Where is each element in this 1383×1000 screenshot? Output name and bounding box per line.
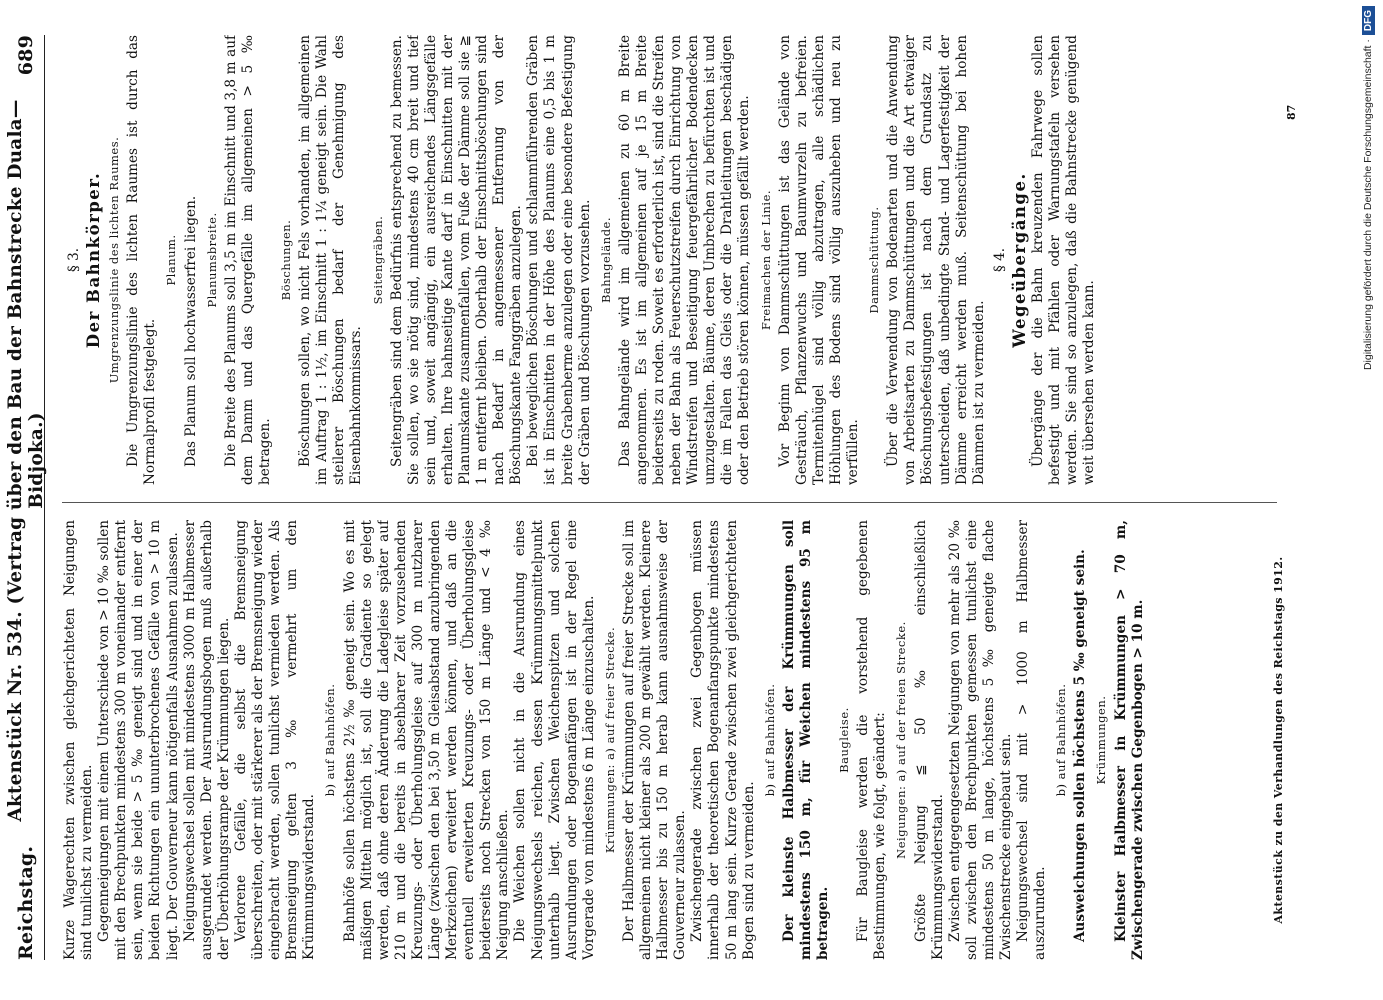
section-number: § 4. [991,247,1008,273]
subheading: Baugleise. [837,707,852,773]
paragraph: Neigungswechsel sind mit > 1000 m Halbmesser auszurunden. [1015,520,1049,960]
subheading: Umgrenzungslinie des lichten Raumes. [107,136,122,384]
digitization-credit [1355,6,1381,996]
paragraph: Übergänge der die Bahn kreuzenden Fahrwege sollen befestigt und mit Pfählen oder Warnungstafeln versehen werden. Sie sind so anzulegen, daß die Bahnstrecke genügend weit übersehen werden kann. [1029,35,1098,485]
paragraph: Das Planum soll hochwasserfrei liegen. [182,195,199,467]
dfg-logo: DFG [1362,6,1375,35]
subheading: Planumsbreite. [204,212,219,308]
paragraph: Der kleinste Halbmesser der Krümmungen soll mindestens 150 m, für Weichen mindestens 95 m betragen. [780,520,832,960]
paragraph: Bei beweglichen Böschungen und schlammführenden Gräben ist in Einschnitten in der Höhe des Planums eine 0,5 bis 1 m breite Grabenberme anzulegen oder eine besondere Befestigung der Gräben und Böschungen vorzusehen. [525,35,593,485]
subheading: b) auf Bahnhöfen. [1054,683,1069,797]
subheading: Krümmungen: a) auf freier Strecke. [602,626,617,854]
subheading: b) auf Bahnhöfen. [323,683,338,797]
paragraph: Vor Beginn von Dammschüttungen ist das Gelände von Gesträuch, Pflanzenwuchs und Baumwurzeln zu befreien. Termitenhügel sind völlig abzutragen, alle schädlichen Höhlungen des Bodens sind völlig auszuheben und neu zu verfüllen. [776,35,862,485]
paragraph: Die Umgrenzungslinie des lichten Raumes ist durch das Normalprofil festgelegt. [125,35,159,485]
paragraph: Zwischen entgegengesetzten Neigungen von mehr als 20 ‰ soll zwischen den Brechpunkten gemessen tunlichst eine mindestens 50 m lange, höchstens 5 ‰ geneigte flache Zwischenstrecke eingebaut sein. [946,520,1014,960]
section-title: Wegeübergänge. [1009,172,1029,348]
subheading: Dammschüttung. [867,206,882,314]
paragraph: Gegenneigungen mit einem Unterschiede von > 10 ‰ sollen mit den Brechpunkten mindestens 300 m voneinander entfernt sein, wenn sie beide > 5 ‰ geneigt sind und in einer der beiden Richtungen ein ununterbrochenes Gefälle von > 10 m liegt. Der Gouverneur kann nötigenfalls Ausnahmen zulassen. [96,520,181,960]
section-title: Der Bahnkörper. [84,171,104,349]
header-left: Reichstag. [15,845,37,960]
paragraph: Über die Verwendung von Bodenarten und die Anwendung von Arbeitsarten zu Dammschüttungen und die Art etwaiger Böschungsbefestigungen ist nach dem Grundsatz zu unterscheiden, daß unbedingte Stand- und Lagerfestigkeit der Dämme erreicht werden muß. Seitenschüttung bei hohen Dämmen ist zu vermeiden. [885,35,987,485]
subheading: Freimachen der Linie. [758,189,773,331]
paragraph: Für Baugleise werden die vorstehend gegebenen Bestimmungen, wie folgt, geändert: [855,520,889,960]
subheading: Böschungen. [279,219,294,301]
subheading: Planum. [164,234,179,286]
paragraph: Das Bahngelände wird im allgemeinen zu 60 m Breite angenommen. Es ist im allgemeinen auf je 15 m Breite beiderseits zu roden. Soweit es erforderlich ist, sind die Streifen neben der Bahn als Feuerschutzstreifen durch Einrichtung von Windstreifen und Beseitigung feuergefährlicher Bodendecken umzugestalten. Bäume, deren Umbrechen zu befürchten ist und die im Fallen das Gleis oder die Drahtleitungen beschädigen oder den Betrieb stören können, müssen gefällt werden. [616,35,753,485]
paragraph: Ausweichungen sollen höchstens 5 ‰ geneigt sein. [1072,549,1089,942]
paragraph: Neigungswechsel sollen mit mindestens 3000 m Halbmesser ausgerundet werden. Der Ausrundungsbogen muß außerhalb der Überhöhungsrampe der Krümmungen liegen. [181,520,232,960]
paragraph: Der Halbmesser der Krümmungen auf freier Strecke soll im allgemeinen nicht kleiner als 200 m gewählt werden. Kleinere Halbmesser bis zu 150 m herab kann ausnahmsweise der Gouverneur zulassen. [621,520,689,960]
page-number: 689 [15,35,37,76]
page-header [5,35,47,960]
header-title: Aktenstück Nr. 534. (Vertrag über den Bau der Bahnstrecke Duala—Bidjoka.) [5,99,47,822]
paragraph: Böschungen sollen, wo nicht Fels vorhanden, im allgemeinen im Auftrag 1 : 1½, im Einschnitt 1 : 1¼ geneigt sein. Die Wahl steilerer Böschungen bedarf der Genehmigung des Eisenbahnkommissars. [297,35,365,485]
paragraph: Zwischengerade zwischen zwei Gegenbogen müssen innerhalb der theoretischen Bogenanfangspunkte mindestens 50 m lang sein. Kurze Gerade zwischen zwei gleichgerichteten Bogen sind zu vermeiden. [689,520,757,960]
paragraph: Kurze Wagerechten zwischen gleichgerichteten Neigungen sind tunlichst zu vermeiden. [62,520,96,960]
paragraph: Bahnhöfe sollen höchstens 2½ ‰ geneigt sein. Wo es mit mäßigen Mitteln möglich ist, soll die Gradiente so gelegt werden, daß ohne deren Änderung die Ladegleise später auf 210 m und die bereits in absehbarer Zeit vorzusehenden Kreuzungs- oder Überholungsgleise auf 300 m nutzbarer Länge (zwischen den bei 3,50 m Gleisabstand anzubringenden Merkzeichen) erweitert werden können, und daß an die eventuell erweiterten Kreuzungs- oder Überholungsgleise beiderseits noch Strecken von 150 m Länge und < 4 ‰ Neigung anschließen. [341,520,512,960]
column-divider [62,502,1277,503]
digitization-credit-text: Digitalisierung gefördert durch die Deutsche Forschungsgemeinschaft · [1362,39,1374,371]
section-number: § 3. [66,247,82,273]
paragraph: Größte Neigung ≦ 50 ‰ einschließlich Krümmungswiderstand. [912,520,946,960]
subheading: Krümmungen. [1094,695,1109,785]
paragraph: Seitengräben sind dem Bedürfnis entsprechend zu bemessen. Sie sollen, wo sie nötig sind, mindestens 40 cm breit und tief sein und, soweit angängig, ein ausreichendes Längsgefälle erhalten. Ihre bahnseitige Kante darf in Einschnitten mit der Planumskante zusammenfallen, vom Fuße der Dämme soll sie ≧ 1 m entfernt bleiben. Oberhalb der Einschnittsböschungen sind nach Bedarf in angemessener Entfernung von der Böschungskante Fanggräben anzulegen. [388,35,525,485]
subheading: Bahngelände. [598,216,613,304]
page-footer: Aktenstück zu den Verhandlungen des Reichstags 1912. [1272,556,1285,924]
left-column [62,520,1302,960]
paragraph: Kleinster Halbmesser in Krümmungen > 70 m, Zwischengerade zwischen Gegenbogen > 10 m. [1112,520,1146,960]
paragraph: Verlorene Gefälle, die selbst die Bremsneigung überschreiten, oder mit stärkerer als der Bremsneigung wieder eingebracht werden, sollen tunlichst vermieden werden. Als Bremsneigung gelten 3 ‰ vermehrt um den Krümmungswiderstand. [232,520,318,960]
subheading: Seitengräben. [370,215,385,305]
paragraph: Die Weichen sollen nicht in die Ausrundung eines Neigungswechsels reichen, dessen Krümmungsmittelpunkt unterhalb liegt. Zwischen Weichenspitzen und solchen Ausrundungen oder Bogenanfängen ist in der Regel eine Vorgerade von mindestens 6 m Länge einzuschalten. [512,520,597,960]
paragraph: Die Breite des Planums soll 3,5 m im Einschnitt und 3,8 m auf dem Damm und das Quergefälle im allgemeinen > 5 ‰ betragen. [222,35,273,485]
subheading: b) auf Bahnhöfen. [762,683,777,797]
folio-number: 87 [1285,104,1298,120]
right-column [62,35,1302,485]
digitization-credit-text-wrap [1355,6,1381,996]
subheading: Neigungen: a) auf der freien Strecke. [894,621,909,859]
